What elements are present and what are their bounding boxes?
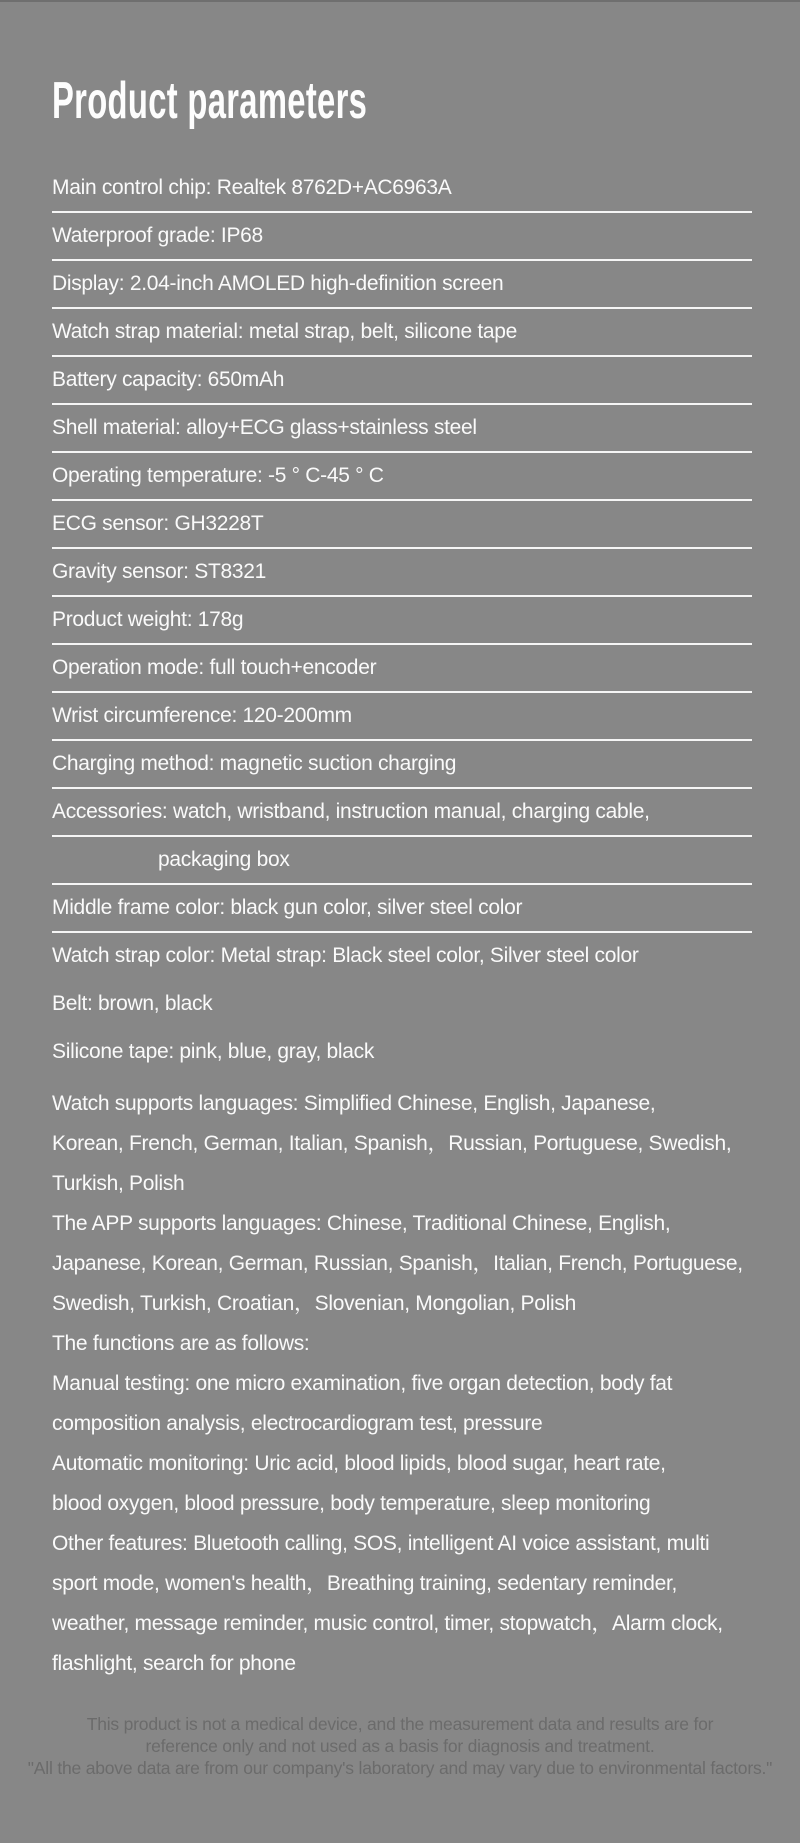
feature-line: blood oxygen, blood pressure, body temperature, sleep monitoring	[52, 1492, 651, 1515]
feature-line: Japanese, Korean, German, Russian, Spanish，Italian, French, Portuguese,	[52, 1252, 743, 1275]
feature-line: sport mode, women's health，Breathing training, sedentary reminder,	[52, 1572, 678, 1595]
spec-row-belt-color: Belt: brown, black	[52, 992, 213, 1015]
disclaimer-line: "All the above data are from our company's laboratory and may vary due to environmental factors."	[27, 1758, 773, 1778]
spec-row-charging-method: Charging method: magnetic suction charging	[52, 741, 752, 789]
spec-row-accessories: Accessories: watch, wristband, instruction manual, charging cable,	[52, 789, 752, 837]
feature-line-manual-testing: Manual testing: one micro examination, five organ detection, body fat	[52, 1372, 673, 1395]
spec-row-shell-material: Shell material: alloy+ECG glass+stainless steel	[52, 405, 752, 453]
spec-row-display: Display: 2.04-inch AMOLED high-definition screen	[52, 261, 752, 309]
feature-line-app-languages: The APP supports languages: Chinese, Traditional Chinese, English,	[52, 1212, 671, 1235]
disclaimer-line: This product is not a medical device, and the measurement data and results are for	[86, 1714, 714, 1734]
feature-line: composition analysis, electrocardiogram test, pressure	[52, 1412, 543, 1435]
spec-row-waterproof-grade: Waterproof grade: IP68	[52, 213, 752, 261]
spec-row-wrist-circumference: Wrist circumference: 120-200mm	[52, 693, 752, 741]
spec-row-gravity-sensor: Gravity sensor: ST8321	[52, 549, 752, 597]
feature-line-other-features: Other features: Bluetooth calling, SOS, intelligent AI voice assistant, multi	[52, 1532, 710, 1555]
feature-line: Turkish, Polish	[52, 1172, 185, 1195]
disclaimer-line: reference only and not used as a basis for diagnosis and treatment.	[145, 1736, 655, 1756]
feature-line: Korean, French, German, Italian, Spanish，Russian, Portuguese, Swedish,	[52, 1132, 732, 1155]
spec-row-middle-frame-color: Middle frame color: black gun color, silver steel color	[52, 885, 752, 933]
feature-line-watch-languages: Watch supports languages: Simplified Chinese, English, Japanese,	[52, 1092, 656, 1115]
spec-row-main-control-chip: Main control chip: Realtek 8762D+AC6963A	[52, 165, 752, 213]
feature-line: Swedish, Turkish, Croatian，Slovenian, Mongolian, Polish	[52, 1292, 576, 1315]
spec-row-watch-strap-color: Watch strap color: Metal strap: Black steel color, Silver steel color	[52, 944, 639, 967]
spec-row-packaging-box: packaging box	[52, 837, 752, 885]
spec-row-ecg-sensor: ECG sensor: GH3228T	[52, 501, 752, 549]
spec-row-operating-temperature: Operating temperature: -5 ° C-45 ° C	[52, 453, 752, 501]
spec-row-operation-mode: Operation mode: full touch+encoder	[52, 645, 752, 693]
page-title-text: Product parameters	[52, 72, 368, 130]
feature-line-automatic-monitoring: Automatic monitoring: Uric acid, blood lipids, blood sugar, heart rate,	[52, 1452, 666, 1475]
spec-row-product-weight: Product weight: 178g	[52, 597, 752, 645]
product-parameters-panel	[0, 2, 800, 1684]
feature-line: flashlight, search for phone	[52, 1652, 296, 1675]
spec-row-battery-capacity: Battery capacity: 650mAh	[52, 357, 752, 405]
disclaimer	[0, 1713, 800, 1779]
spec-list	[52, 165, 752, 1077]
feature-line-functions-heading: The functions are as follows:	[52, 1332, 310, 1355]
feature-line: weather, message reminder, music control, timer, stopwatch，Alarm clock,	[52, 1612, 723, 1635]
spec-row-strap-material: Watch strap material: metal strap, belt, silicone tape	[52, 309, 752, 357]
features-paragraph	[52, 1084, 752, 1684]
spec-row-silicone-tape-color: Silicone tape: pink, blue, gray, black	[52, 1040, 375, 1063]
page-title	[52, 2, 752, 128]
